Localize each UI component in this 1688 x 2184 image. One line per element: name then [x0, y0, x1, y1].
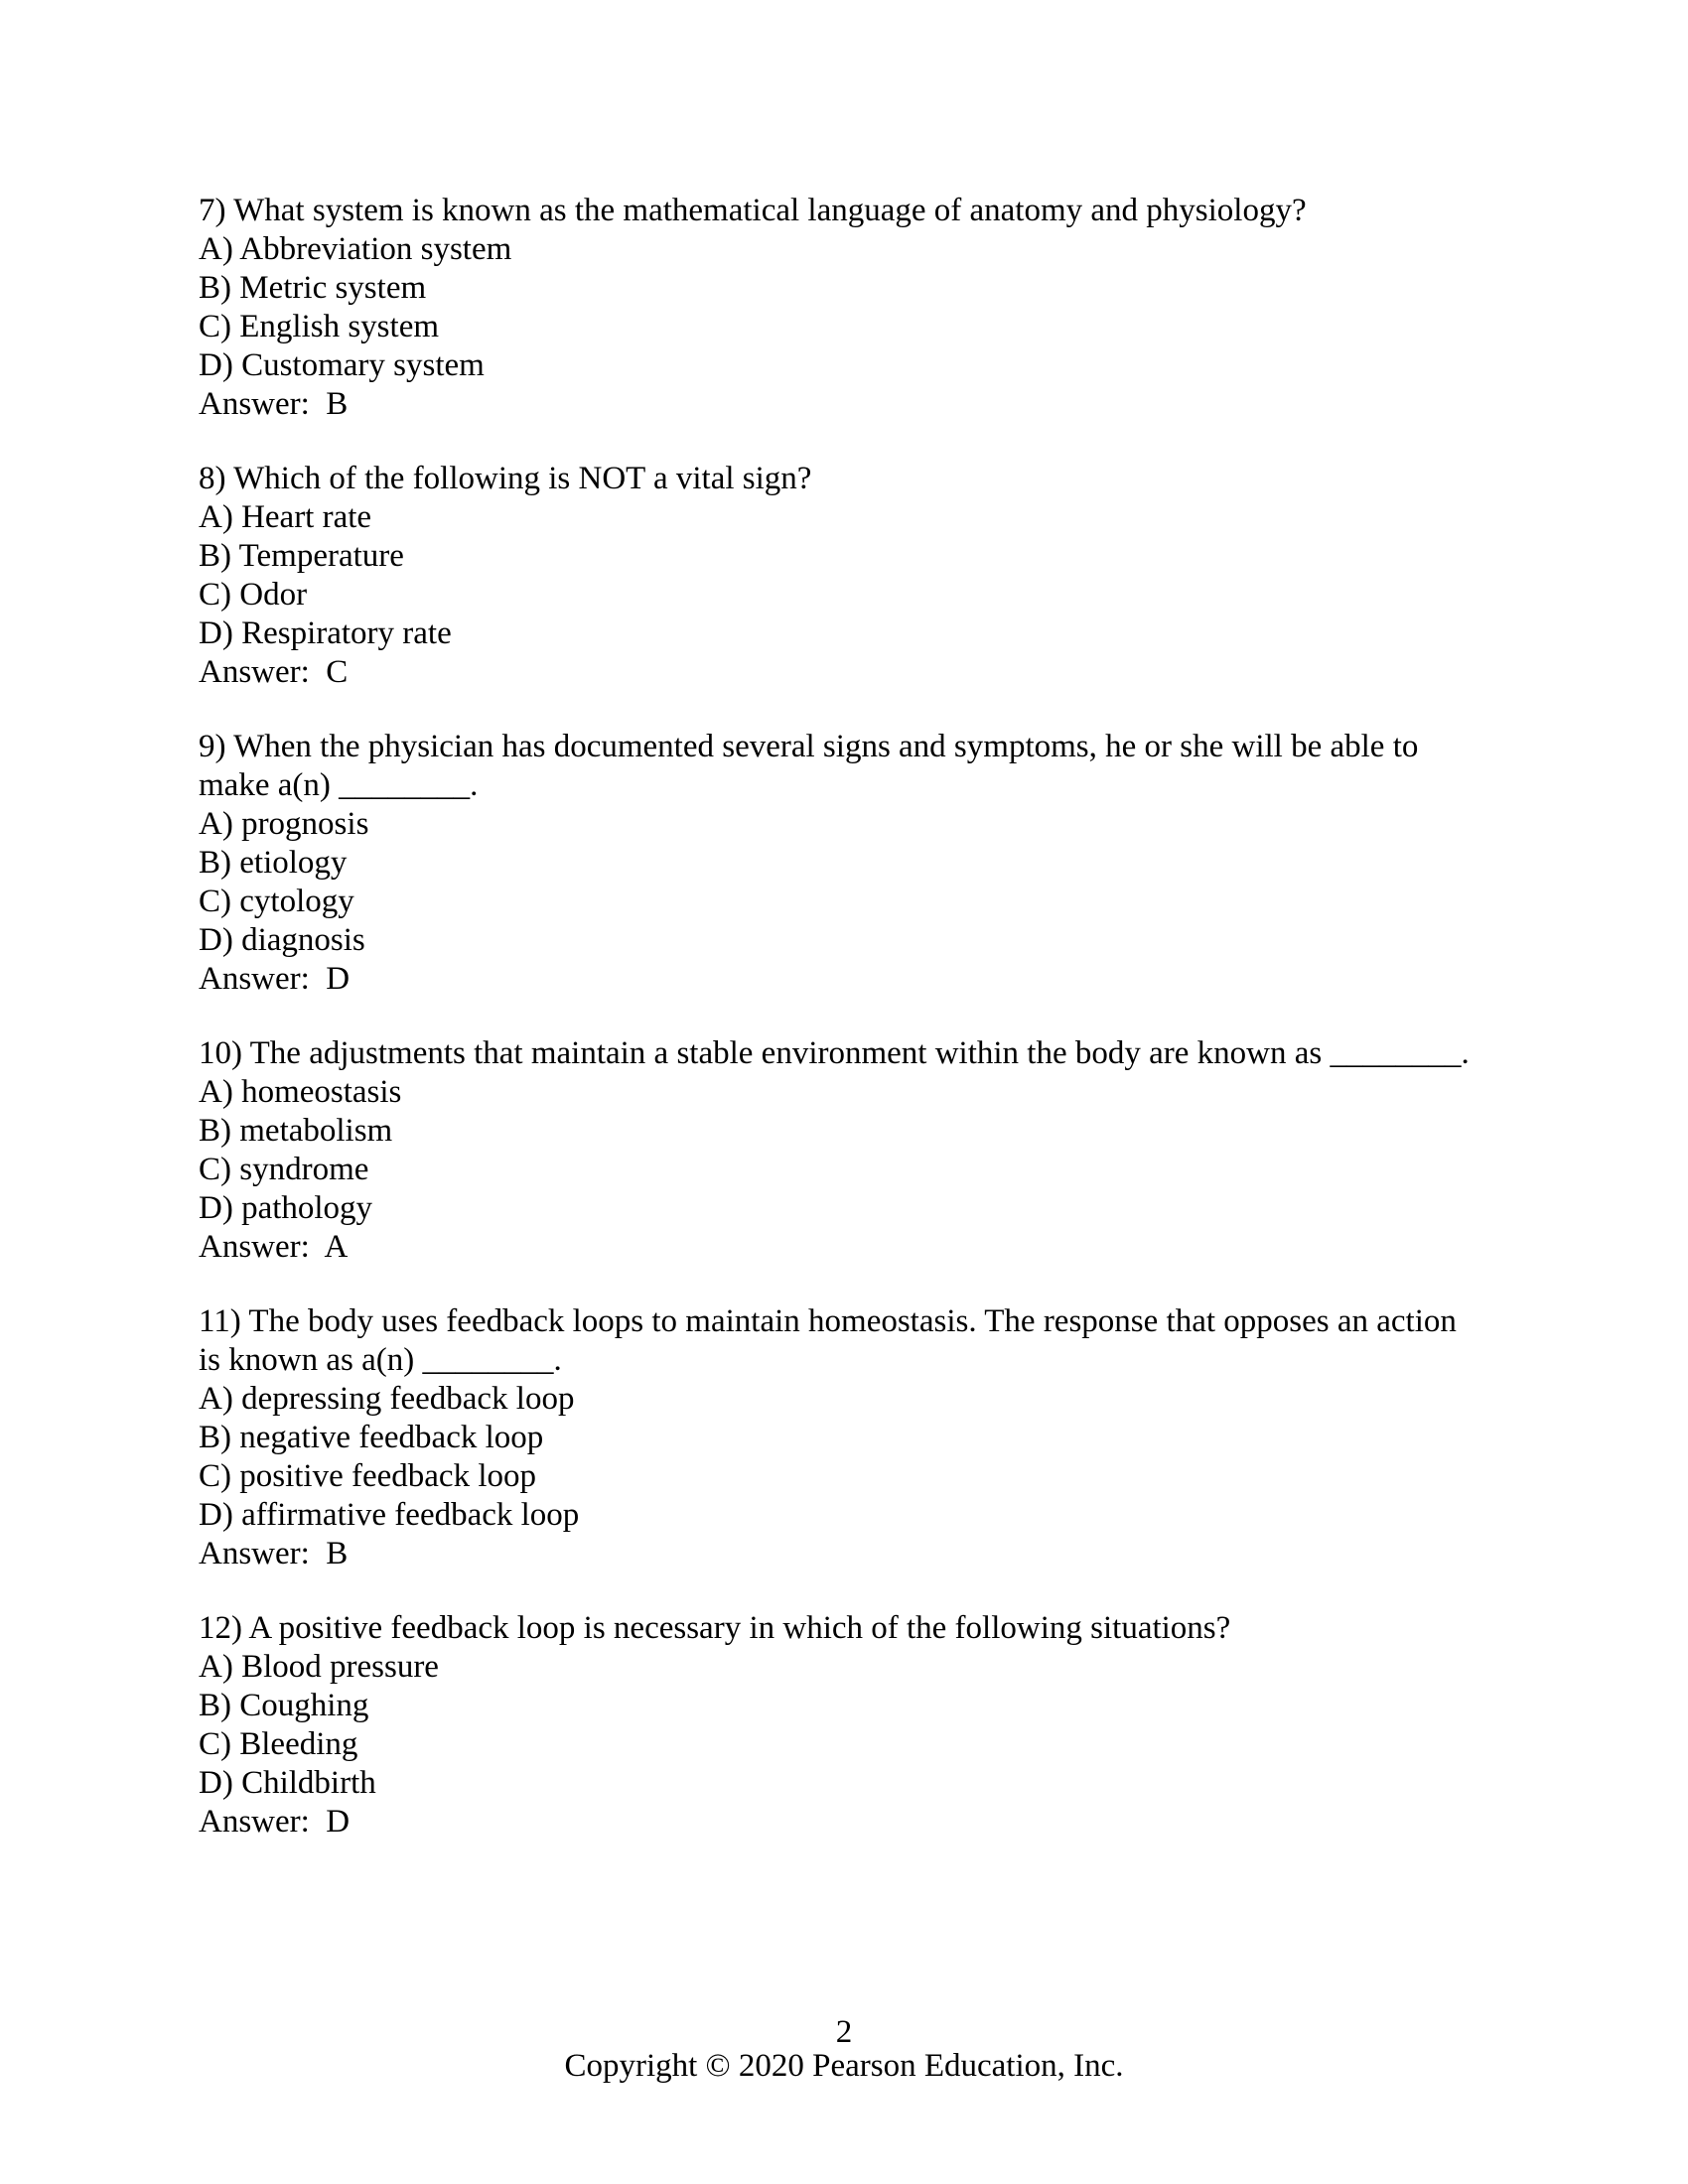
option-d: D) Customary system: [199, 347, 485, 383]
option-c: C) Odor: [199, 577, 308, 613]
copyright-notice: Copyright © 2020 Pearson Education, Inc.: [564, 2048, 1124, 2084]
answer-line: Answer: D: [199, 961, 351, 997]
option-b: B) Coughing: [199, 1688, 369, 1723]
question-stem-continued: is known as a(n) ________.: [199, 1342, 562, 1378]
question-list: [199, 192, 1589, 1842]
question-7: [199, 192, 1589, 424]
option-d: D) Childbirth: [199, 1765, 376, 1801]
answer-line: Answer: B: [199, 386, 349, 422]
answer-line: Answer: D: [199, 1804, 351, 1840]
answer-line: Answer: A: [199, 1229, 349, 1265]
option-a: A) prognosis: [199, 806, 369, 842]
option-d: D) Respiratory rate: [199, 615, 452, 651]
option-d: D) diagnosis: [199, 922, 365, 958]
option-c: C) syndrome: [199, 1152, 369, 1187]
question-stem: 9) When the physician has documented several signs and symptoms, he or she will be able to: [199, 729, 1419, 764]
option-b: B) negative feedback loop: [199, 1420, 544, 1455]
question-10: [199, 1034, 1589, 1267]
option-c: C) Bleeding: [199, 1726, 358, 1762]
option-b: B) etiology: [199, 845, 348, 881]
question-stem-continued: make a(n) ________.: [199, 767, 479, 803]
question-stem: 7) What system is known as the mathematical language of anatomy and physiology?: [199, 193, 1307, 228]
page-footer: [0, 2015, 1688, 2083]
answer-line: Answer: B: [199, 1536, 349, 1571]
question-8: [199, 460, 1589, 692]
option-a: A) homeostasis: [199, 1074, 402, 1110]
option-c: C) cytology: [199, 884, 354, 919]
option-a: A) Heart rate: [199, 499, 372, 535]
question-9: [199, 728, 1589, 999]
question-stem: 11) The body uses feedback loops to maintain homeostasis. The response that opposes an action: [199, 1303, 1457, 1339]
option-b: B) Metric system: [199, 270, 427, 306]
question-12: [199, 1609, 1589, 1842]
option-a: A) Blood pressure: [199, 1649, 439, 1685]
option-b: B) metabolism: [199, 1113, 393, 1149]
option-a: A) depressing feedback loop: [199, 1381, 575, 1417]
option-a: A) Abbreviation system: [199, 231, 512, 267]
page-number: 2: [835, 2014, 853, 2050]
question-stem: 12) A positive feedback loop is necessary in which of the following situations?: [199, 1610, 1231, 1646]
option-b: B) Temperature: [199, 538, 404, 574]
question-11: [199, 1302, 1589, 1573]
option-d: D) affirmative feedback loop: [199, 1497, 580, 1533]
answer-line: Answer: C: [199, 654, 349, 690]
option-c: C) English system: [199, 309, 440, 344]
question-stem: 10) The adjustments that maintain a stable environment within the body are known as ________.: [199, 1035, 1470, 1071]
option-c: C) positive feedback loop: [199, 1458, 536, 1494]
question-stem: 8) Which of the following is NOT a vital sign?: [199, 461, 812, 496]
option-d: D) pathology: [199, 1190, 373, 1226]
